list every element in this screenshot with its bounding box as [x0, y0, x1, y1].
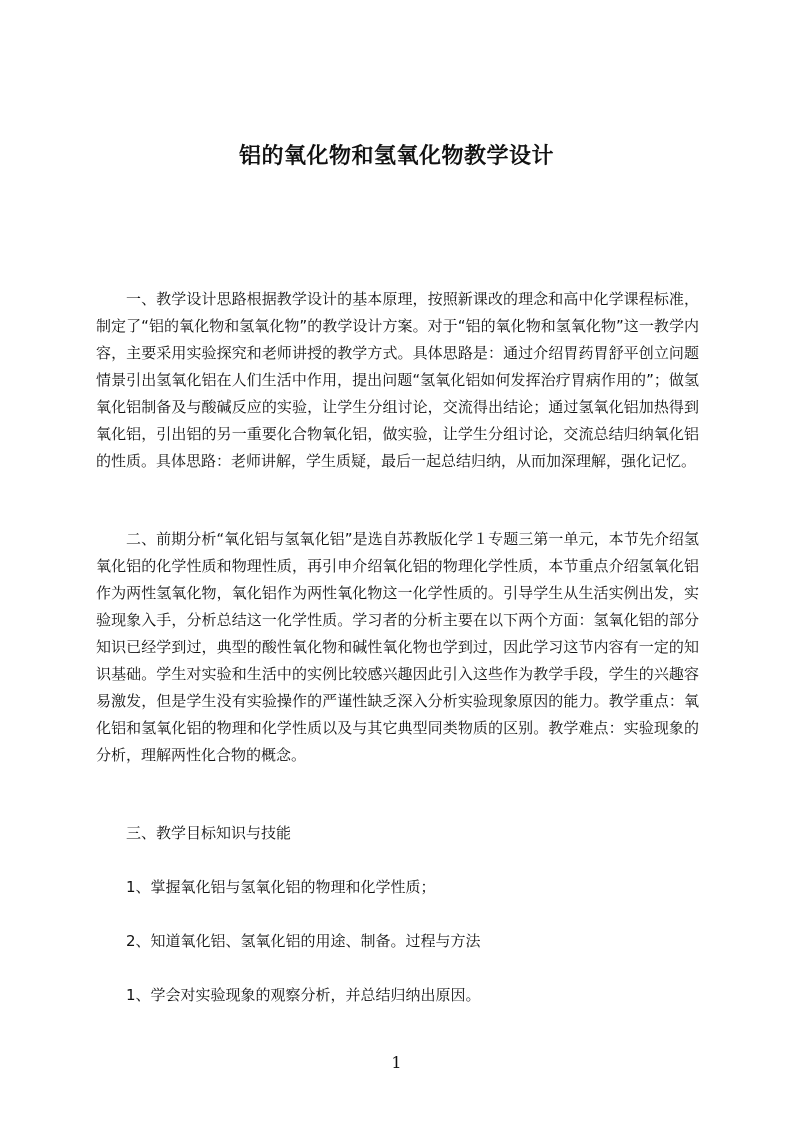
objective-item: 2、知道氧化铝、氢氧化铝的用途、制备。过程与方法 [126, 932, 481, 950]
objective-item: 1、学会对实验现象的观察分析，并总结归纳出原因。 [126, 986, 481, 1004]
page-number: 1 [391, 1053, 402, 1072]
paragraph-design-approach: 一、教学设计思路根据教学设计的基本原理，按照新课改的理念和高中化学课程标准，制定了“铝的氧化物和氢氧化物”的教学设计方案。对于“铝的氧化物和氢氧化物”这一教学内容，主要采用实验探究和老师讲授的教学方式。具体思路是：通过介绍胃药胃舒平创立问题情景引出氢氧化铝在人们生活中作用，提出问题“氢氧化铝如何发挥治疗胃病作用的”；做氢氧化铝制备及与酸碱反应的实验，让学生分组讨论，交流得出结论；通过氢氧化铝加热得到氧化铝，引出铝的另一重要化合物氧化铝，做实验，让学生分组讨论，交流总结归纳氧化铝的性质。具体思路：老师讲解，学生质疑，最后一起总结归纳，从而加深理解，强化记忆。 [96, 290, 699, 470]
paragraph-preliminary-analysis: 二、前期分析“氧化铝与氢氧化铝”是选自苏教版化学１专题三第一单元，本节先介绍氢氧化铝的化学性质和物理性质，再引申介绍氧化铝的物理化学性质，本节重点介绍氢氧化铝作为两性氢氧化物，氧化铝作为两性氧化物这一化学性质的。引导学生从生活实例出发，实验现象入手，分析总结这一化学性质。学习者的分析主要在以下两个方面：氢氧化铝的部分知识已经学到过，典型的酸性氧化物和碱性氧化物也学到过，因此学习这节内容有一定的知识基础。学生对实验和生活中的实例比较感兴趣因此引入这些作为教学手段，学生的兴趣容易激发，但是学生没有实验操作的严谨性缺乏深入分析实验现象原因的能力。教学重点：氧化铝和氢氧化铝的物理和化学性质以及与其它典型同类物质的区别。教学难点：实验现象的分析，理解两性化合物的概念。 [96, 530, 699, 764]
objective-item: 1、掌握氧化铝与氢氧化铝的物理和化学性质； [126, 878, 436, 896]
section-heading-objectives: 三、教学目标知识与技能 [126, 824, 292, 842]
document-title: 铝的氧化物和氢氧化物教学设计 [238, 144, 554, 169]
